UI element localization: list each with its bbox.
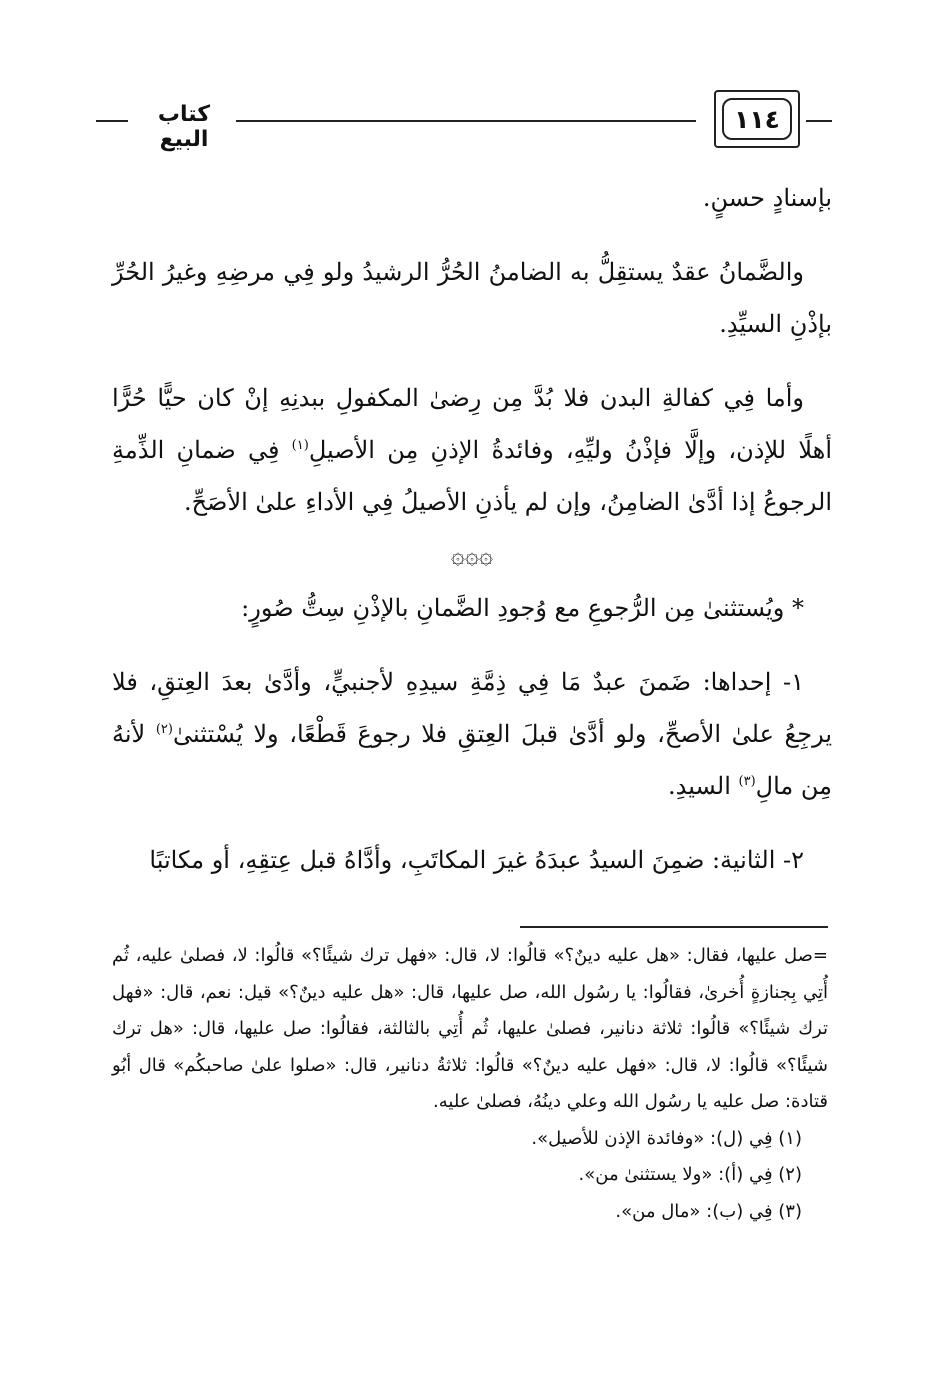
footnote-2: (٢) فِي (أ): «ولا يستثنىٰ من». — [578, 1164, 802, 1185]
footnote-continuation: =صل عليها، فقال: «هل عليه دينٌ؟» قالُوا: لا، قال: «فهل ترك شيئًا؟» قالُوا: لا، فصلىٰ عليه، ثُم أُتِي بِجنازةٍ أُخرىٰ، فقالُوا: يا رسُول الله، صل عليها، قال: «هل عليه دينٌ؟» قيل: نعم، قال: «فهل ترك شيئًا؟» قالُوا: ثلاثة دنانير، فصلىٰ عليها، ثُم أُتِي بالثالثة، فقالُوا: صل عليها، قال: «هل ترك شيئًا؟» قالُوا: لا، قال: «فهل عليه دينٌ؟» قالُوا: ثلاثةُ دنانير، قال: «صلوا علىٰ صاحبكُم» قال أبُو قتادة: صل عليه يا رسُول الله وعلي دينُهُ، فصلىٰ عليه. — [112, 945, 828, 1112]
header-dash — [96, 120, 128, 122]
book-title: كتاب البيع — [157, 102, 211, 152]
footnote-separator — [520, 926, 828, 928]
paragraph-5-text: ١- إحداها: ضَمنَ عبدٌ مَا فِي ذِمَّةِ سيدِهِ لأجنبيٍّ، وأدَّىٰ بعدَ العِتقِ، فلا يرجِعُ علىٰ الأصحِّ، ولو أدَّىٰ قبلَ العِتقِ فلا رجوعَ قَطْعًا، ولا يُسْتثنىٰ — [112, 668, 832, 748]
paragraph-4: * ويُستثنىٰ مِن الرُّجوعِ مع وُجودِ الضَّمانِ بالإذْنِ سِتُّ صُورٍ: — [241, 594, 804, 622]
paragraph-5-text-cont: لأنهُ مِن مالِ — [112, 720, 832, 800]
footnote-ref-1: (١) — [291, 438, 309, 453]
paragraph-1: بإسنادٍ حسنٍ. — [702, 184, 832, 212]
header-rule-right — [806, 120, 832, 122]
footnote-1: (١) فِي (ل): «وفائدة الإذن للأصيل». — [531, 1127, 802, 1149]
page-number-frame — [714, 90, 800, 148]
footnote-ref-2: (٢) — [155, 722, 173, 737]
paragraph-5 — [112, 656, 832, 812]
footnotes — [112, 938, 828, 1230]
header-rule — [236, 120, 696, 122]
paragraph-6: ٢- الثانية: ضمِنَ السيدُ عبدَهُ غيرَ المكاتَبِ، وأدَّاهُ قبل عِتقِهِ، أو مكاتبًا — [149, 846, 804, 874]
paragraph-3-text: وأما فِي كفالةِ البدن فلا بُدَّ مِن رِضىٰ المكفولِ ببدنِهِ إنْ كان حيًّا حُرًّا أهلًا للإذن، وإلَّا فإذْنُ وليِّهِ، وفائدةُ الإذنِ مِن الأصيلِ — [112, 384, 832, 464]
section-divider-ornament: ۞۞۞ — [450, 541, 494, 569]
page-header — [96, 88, 832, 158]
page-number: ١١٤ — [722, 98, 792, 140]
paragraph-5-text-end: السيدِ. — [668, 772, 739, 800]
footnote-ref-3: (٣) — [738, 774, 756, 789]
footnote-3: (٣) فِي (ب): «مال من». — [615, 1200, 802, 1222]
paragraph-2: والضَّمانُ عقدٌ يستقِلُّ به الضامنُ الحُرُّ الرشيدُ ولو فِي مرضِهِ وغيرُ الحُرِّ بإذْنِ السيِّدِ. — [112, 258, 832, 338]
paragraph-3 — [112, 372, 832, 528]
main-text — [112, 172, 832, 886]
paragraph-3-text-cont: فِي ضمانِ الذِّمةِ الرجوعُ إذا أدَّىٰ الضامِنُ، وإن لم يأذنِ الأصيلُ فِي الأداءِ علىٰ الأصَحِّ. — [112, 436, 832, 516]
